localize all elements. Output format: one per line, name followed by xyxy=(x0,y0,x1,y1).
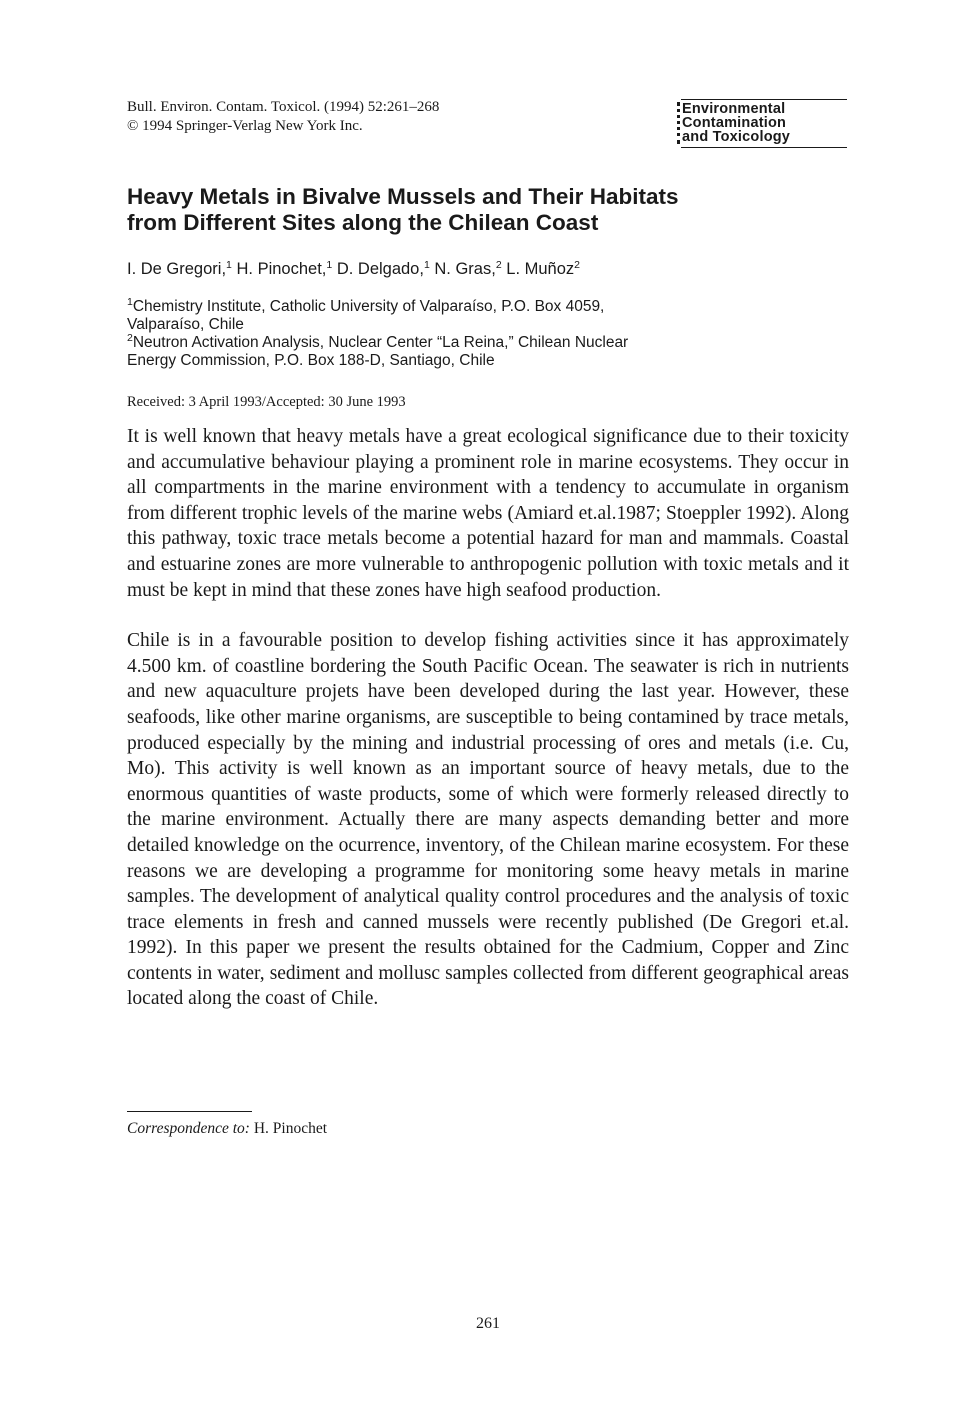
author xyxy=(506,260,580,278)
title-line-1: Heavy Metals in Bivalve Mussels and Their Habitats xyxy=(127,184,679,209)
footnote-name: H. Pinochet xyxy=(253,1120,328,1137)
author xyxy=(127,260,232,278)
citation-line: Bull. Environ. Contam. Toxicol. (1994) 52:261–268 xyxy=(127,99,440,115)
body-paragraph-1: It is well known that heavy metals have a great ecological significance due to their toxicity and accumulative behaviour playing a prominent role in marine ecosystems. They occur in all compartments in the marine environment with a tendency to accumulate in organism from different trophic levels of the marine webs (Amiard et.al.1987; Stoeppler 1992). Along this pathway, toxic trace metals become a potential hazard for man and mammals. Coastal and estuarine zones are more vulnerable to anthropogenic pollution with toxic metals and it must be kept in mind that these zones have high seafood production. xyxy=(127,426,849,601)
title-line-2: from Different Sites along the Chilean Coast xyxy=(127,210,599,235)
correspondence-footnote xyxy=(127,1119,327,1139)
author xyxy=(337,260,430,278)
author-affiliation-mark: 2 xyxy=(495,259,502,271)
journal-citation-header xyxy=(127,98,439,136)
article-title xyxy=(127,184,847,236)
affiliation-1 xyxy=(127,298,628,334)
author-list xyxy=(127,258,580,280)
author xyxy=(434,260,501,278)
author-affiliation-mark: 1 xyxy=(326,259,333,271)
affiliation-line xyxy=(127,334,628,352)
body-paragraph-2: Chile is in a favourable position to develop fishing activities since it has approximately 4.500 km. of coastline bordering the South Pacific Ocean. The seawater is rich in nutrients and new aquaculture projets have been developed during the last year. However, these seafoods, like other marine organisms, are susceptible to being contamined by trace metals, produced especially by the mining and industrial processing of ores and metals (i.e. Cu, Mo). This activity is well known as an important source of heavy metals, due to the enormous quantities of waste products, some of which were formerly released directly to the marine environment. Actually there are many aspects demanding better and more detailed knowledge on the ocurrence, inventory, of the Chilean marine ecosystem. For these reasons we are developing a programme for monitoring some heavy metals in marine samples. The development of analytical quality control procedures and the analysis of toxic trace elements in fresh and canned mussels were recently published (De Gregori et.al. 1992). In this paper we present the results obtained for the Cadmium, Copper and Zinc contents in water, sediment and mollusc samples collected from different geographical areas located along the coast of Chile. xyxy=(127,630,849,1010)
author-affiliation-mark: 2 xyxy=(574,259,580,271)
affiliation-line xyxy=(127,298,628,316)
author-name: I. De Gregori, xyxy=(127,260,227,278)
author-name: D. Delgado, xyxy=(336,260,424,278)
affiliations xyxy=(127,298,628,370)
logo-line-toxicology: and Toxicology xyxy=(682,129,791,145)
copyright-line: © 1994 Springer-Verlag New York Inc. xyxy=(127,118,363,134)
author-affiliation-mark: 1 xyxy=(226,259,232,271)
affiliation-2 xyxy=(127,334,628,370)
affiliation-line: Energy Commission, P.O. Box 188-D, Santiago, Chile xyxy=(127,352,495,369)
received-accepted-dates: Received: 3 April 1993/Accepted: 30 June 1993 xyxy=(127,394,406,410)
footnote-divider xyxy=(127,1111,252,1112)
affiliation-mark: 1 xyxy=(127,296,133,308)
logo-text-block xyxy=(677,102,847,144)
journal-logo xyxy=(677,99,847,148)
author xyxy=(236,260,332,278)
affiliation-text: Neutron Activation Analysis, Nuclear Center “La Reina,” Chilean Nuclear xyxy=(132,334,629,351)
page-number: 261 xyxy=(476,1315,500,1332)
author-affiliation-mark: 1 xyxy=(423,259,430,271)
affiliation-mark: 2 xyxy=(127,332,133,344)
logo-line-environmental: Environmental xyxy=(682,101,786,117)
logo-bottom-rule xyxy=(681,147,847,148)
logo-line-contamination: Contamination xyxy=(682,115,787,131)
article-body xyxy=(127,424,849,1012)
author-name: L. Muñoz xyxy=(506,260,575,278)
logo-top-rule xyxy=(681,99,847,100)
author-name: N. Gras, xyxy=(434,260,496,278)
footnote-label: Correspondence to: xyxy=(127,1120,250,1137)
author-name: H. Pinochet, xyxy=(236,260,327,278)
affiliation-text: Chemistry Institute, Catholic University of Valparaíso, P.O. Box 4059, xyxy=(132,298,605,315)
affiliation-line: Valparaíso, Chile xyxy=(127,316,244,333)
